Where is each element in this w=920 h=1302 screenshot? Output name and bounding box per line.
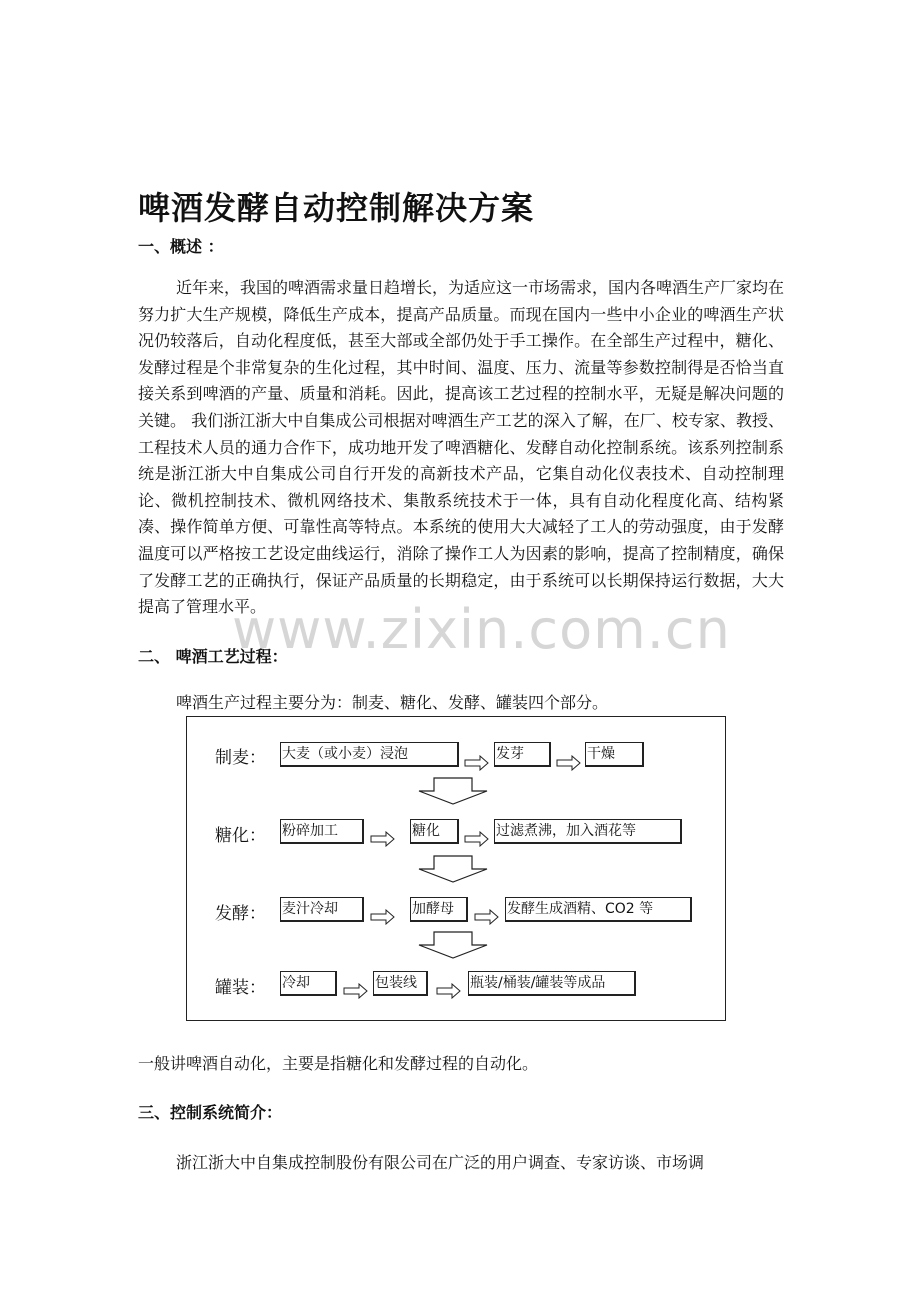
overview-paragraph-text: 近年来，我国的啤酒需求量日趋增长，为适应这一市场需求，国内各啤酒生产厂家均在努力扩大生产规模，降低生产成本，提高产品质量。而现在国内一些中小企业的啤酒生产状况仍较落后，自动化程度低，甚至大部或全部仍处于手工操作。在全部生产过程中，糖化、发酵过程是个非常复杂的生化过程，其中时间、温度、压力、流量等参数控制得是否恰当直接关系到啤酒的产量、质量和消耗。因此，提高该工艺过程的控制水平，无疑是解决问题的关键。 我们浙江浙大中自集成公司根据对啤酒生产工艺的深入了解，在厂、校专家、教授、工程技术人员的通力合作下，成功地开发了啤酒糖化、发酵自动化控制系统。该系列控制系统是浙江浙大中自集成公司自行开发的高新技术产品，它集自动化仪表技术、自动控制理论、微机控制技术、微机网络技术、集散系统技术于一体，具有自动化程度化高、结构紧凑、操作简单方便、可靠性高等特点。本系统的使用大大减轻了工人的劳动强度，由于发酵温度可以严格按工艺设定曲线运行，消除了操作工人为因素的影响，提高了控制精度，确保了发酵工艺的正确执行，保证产品质量的长期稳定，由于系统可以长期保持运行数据，大大提高了管理水平。 — [138, 278, 785, 617]
section-heading-overview: 一、概述 ： — [138, 237, 224, 256]
control-system-paragraph: 浙江浙大中自集成控制股份有限公司在广泛的用户调查、专家访谈、市场调 — [176, 1153, 705, 1172]
step-germination: 发芽 — [494, 742, 551, 767]
section-heading-control-system: 三、控制系统简介： — [138, 1103, 283, 1122]
stage-label-malting: 制麦： — [215, 748, 266, 768]
step-mashing: 糖化 — [410, 819, 459, 844]
arrow-right-icon — [343, 983, 369, 999]
arrow-right-icon — [436, 983, 462, 999]
section-heading-process: 二、 啤酒工艺过程： — [138, 647, 288, 666]
arrow-right-icon — [464, 755, 490, 771]
arrow-down-icon — [417, 777, 489, 805]
step-add-yeast: 加酵母 — [410, 897, 468, 922]
step-finished-products: 瓶装/桶装/罐装等成品 — [468, 971, 636, 996]
automation-summary: 一般讲啤酒自动化，主要是指糖化和发酵过程的自动化。 — [138, 1054, 539, 1073]
arrow-right-icon — [556, 755, 582, 771]
overview-paragraph — [138, 275, 784, 621]
stage-label-fermentation: 发酵： — [215, 904, 266, 924]
step-cooling: 冷却 — [280, 971, 337, 996]
arrow-right-icon — [370, 831, 396, 847]
step-packaging-line: 包装线 — [373, 971, 428, 996]
arrow-right-icon — [474, 909, 500, 925]
step-soaking: 大麦（或小麦）浸泡 — [280, 742, 459, 767]
arrow-right-icon — [370, 909, 396, 925]
watermark: www.zixin.com.cn — [232, 598, 731, 661]
stage-label-packaging: 罐装： — [215, 978, 266, 998]
step-boiling: 过滤煮沸，加入酒花等 — [494, 819, 682, 844]
step-wort-cooling: 麦汁冷却 — [280, 897, 364, 922]
step-drying: 干燥 — [585, 742, 644, 767]
process-intro: 啤酒生产过程主要分为：制麦、糖化、发酵、罐装四个部分。 — [176, 693, 609, 712]
arrow-right-icon — [464, 831, 490, 847]
step-fermenting: 发酵生成酒精、CO2 等 — [505, 897, 692, 922]
stage-label-saccharification: 糖化： — [215, 826, 266, 846]
process-flow-diagram — [186, 716, 726, 1021]
step-milling: 粉碎加工 — [280, 819, 364, 844]
document-title: 啤酒发酵自动控制解决方案 — [138, 189, 535, 227]
arrow-down-icon — [417, 931, 489, 959]
arrow-down-icon — [417, 855, 489, 883]
